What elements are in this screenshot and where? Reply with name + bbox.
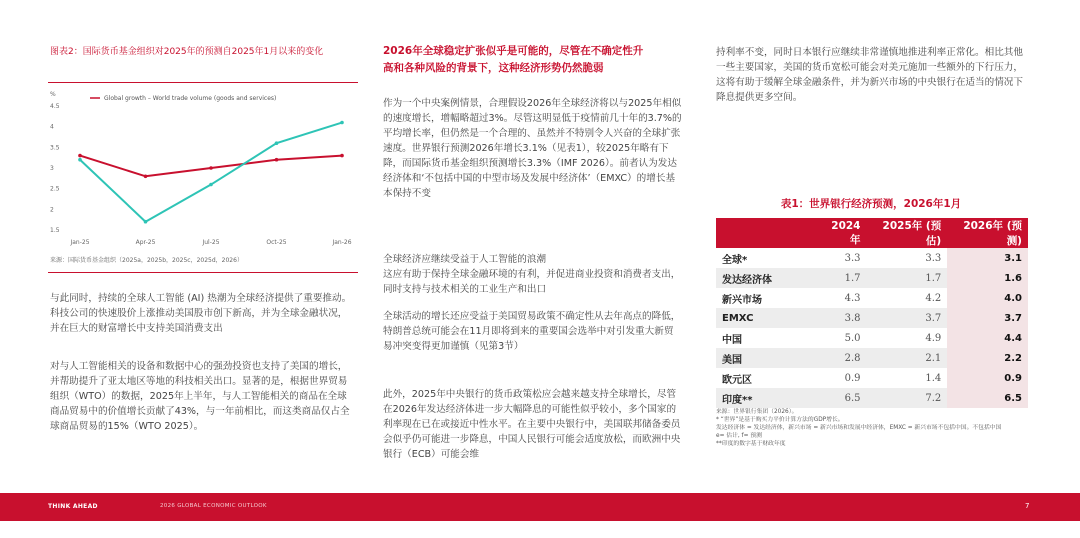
cell-2026: 4.0 [947,288,1028,308]
col2-paragraph-4: 此外，2025年中央银行的货币政策松应会越来越支持全球增长，尽管在2026年发达经济体进一步大幅降息的可能性似乎较小，多个国家的利率现在已在或接近中性水平。在主要中央银行中，美国联邦储备委员会似乎仍可能进一步降息，中国人民银行可能会适度放松，而欧洲中央银行（ECB）可能会维 [383,389,681,460]
table-note: 发达经济体 = 发达经济体，新兴市场 = 新兴市场和发展中经济体，EMXC = 新兴市场不包括中国。不包括中国 [716,425,1002,431]
data-point [209,166,213,170]
table-note: 来源：世界银行集团（2026）。 [716,409,798,415]
forecast-table [716,218,1028,408]
cell-2026: 3.7 [947,308,1028,328]
cell-2024: 0.9 [816,368,867,388]
figure-source: 来源：国际货币基金组织（2025a，2025b，2025c，2025d，2026） [50,257,243,264]
x-tick-label: Jul-25 [202,239,220,246]
x-tick-label: Apr-25 [135,239,156,246]
figure-top-rule [48,82,358,83]
col2-paragraph-2 [383,252,683,297]
table-row [716,288,1028,308]
table-note: * “世界”是基于购买力平价计算方法的GDP增长。 [716,417,844,423]
row-label: 全球* [716,248,816,268]
cell-2024: 5.0 [816,328,867,348]
row-label: 中国 [716,328,816,348]
data-point [340,154,344,158]
row-label: 发达经济体 [716,268,816,288]
table-header-2026: 2026年 (预测) [947,218,1028,248]
cell-2026: 1.6 [947,268,1028,288]
cell-2024: 1.7 [816,268,867,288]
y-tick-label: 2.5 [50,185,60,193]
cell-2025: 4.9 [867,328,948,348]
cell-2025: 3.3 [867,248,948,268]
footer-publication: 2026 GLOBAL ECONOMIC OUTLOOK [160,503,267,509]
cell-2025: 1.4 [867,368,948,388]
footer-bar [0,493,1080,521]
row-label: 印度** [716,388,816,408]
y-tick-label: 4.5 [50,103,60,110]
table-note: **印度的数字基于财政年度 [716,441,786,447]
data-point [144,174,148,178]
line-chart [48,88,360,248]
cell-2026: 3.1 [947,248,1028,268]
col2-paragraph-3: 全球活动的增长还应受益于美国贸易政策不确定性从去年高点的降低，特朗普总统可能会在11月即将到来的重要国会选举中对引发重大新贸易冲突变得更加谨慎（见第3节） [383,311,681,352]
cell-2025: 7.2 [867,388,948,408]
section-heading-line1: 2026年全球稳定扩张似乎是可能的，尽管在不确定性升 [383,45,644,57]
table-header-empty [716,218,816,248]
footer-brand: THINK AHEAD [48,503,98,510]
table-row [716,328,1028,348]
cell-2026: 2.2 [947,348,1028,368]
data-point [340,121,344,125]
table-row [716,268,1028,288]
x-tick-label: Oct-25 [266,239,287,246]
table-notes [716,408,1031,448]
data-point [78,158,82,162]
table-row [716,368,1028,388]
table-header-2024: 2024年 [816,218,867,248]
row-label: EMXC [716,308,816,328]
data-point [144,220,148,224]
cell-2025: 4.2 [867,288,948,308]
cell-2025: 3.7 [867,308,948,328]
y-tick-label: 3 [50,165,54,172]
data-point [78,154,82,158]
row-label: 新兴市场 [716,288,816,308]
table-row [716,248,1028,268]
section-heading-line2: 高和各种风险的背景下，这种经济形势仍然脆弱 [383,62,604,74]
y-tick-label: 3.5 [50,144,60,152]
col3-paragraph-1: 持利率不变，同时日本银行应继续非常谨慎地推进利率正常化。相比其他一些主要国家，美国的货币宽松可能会对美元施加一些额外的下行压力，这将有助于缓解全球金融条件，并为新兴市场的中央银行在适当的情况下降息提供更多空间。 [716,47,1023,103]
col2-paragraph-2-body: 这应有助于保持全球金融环境的有利，并促进商业投资和消费者支出，同时支持与技术相关的工业生产和出口 [383,269,681,295]
row-label: 美国 [716,348,816,368]
col1-paragraph-1: 与此同时，持续的全球人工智能 (AI) 热潮为全球经济提供了重要推动。科技公司的快速股价上涨推动美国股市创下新高，并为全球金融状况，并在巨大的财富增长中支持美国消费支出 [50,293,352,334]
y-tick-label: 1.5 [50,227,60,234]
cell-2024: 4.3 [816,288,867,308]
cell-2025: 1.7 [867,268,948,288]
col2-paragraph-1: 作为一个中央案例情景，合理假设2026年全球经济将以与2025年相似的速度增长，增幅略超过3%。尽管这明显低于疫情前几十年的3.7%的平均增长率，但仍然是一个合理的、虽然并不特别令人兴奋的全球扩张速度。世界银行预测2026年增长3.1%（见表1），较2025年略有下降，而国际货币基金组织预测增长3.3%（IMF 2026）。前者认为发达经济体和‘不包括中国的中型市场及发展中经济体’（EMXC）的增长基本保持不变 [383,98,682,199]
table-row [716,308,1028,328]
section-heading [383,43,683,77]
cell-2024: 3.8 [816,308,867,328]
table-header-row [716,218,1028,248]
data-point [275,141,279,145]
data-point [275,158,279,162]
table-header-2025: 2025年 (预估) [867,218,948,248]
series-line-global-growth [80,156,342,177]
figure-title: 图表2：国际货币基金组织对2025年的预测自2025年1月以来的变化 [50,47,324,57]
table-row [716,348,1028,368]
cell-2026: 6.5 [947,388,1028,408]
y-tick-label: 4 [50,123,54,131]
y-unit-label: % [50,91,56,98]
cell-2024: 2.8 [816,348,867,368]
cell-2025: 2.1 [867,348,948,368]
figure-bottom-rule [48,272,358,273]
cell-2026: 4.4 [947,328,1028,348]
cell-2026: 0.9 [947,368,1028,388]
x-tick-label: Jan-25 [70,239,90,246]
page-number: 7 [1025,502,1030,510]
data-point [209,183,213,187]
table-title: 表1：世界银行经济预测，2026年1月 [780,198,962,210]
x-tick-label: Jan-26 [332,239,352,246]
col2-paragraph-2-lead: 全球经济应继续受益于人工智能的浪潮 [383,254,547,265]
series-line-world-trade-volume [80,123,342,222]
table-row [716,388,1028,408]
cell-2024: 6.5 [816,388,867,408]
cell-2024: 3.3 [816,248,867,268]
legend-label: Global growth – World trade volume (goods and services) [104,95,277,102]
row-label: 欧元区 [716,368,816,388]
table-note: e= 估计, f= 预测 [716,433,762,439]
y-tick-label: 2 [50,206,54,214]
col1-paragraph-2: 对与人工智能相关的设备和数据中心的强劲投资也支持了美国的增长，并帮助提升了亚太地区等地的科技相关出口。显著的是，根据世界贸易组织（WTO）的数据，2025年上半年，与人工智能相关的商品在全球商品贸易中的价值增长贡献了43%，与一年前相比，而这类商品仅占全球商品贸易的15%（WTO 2025）。 [50,361,350,432]
